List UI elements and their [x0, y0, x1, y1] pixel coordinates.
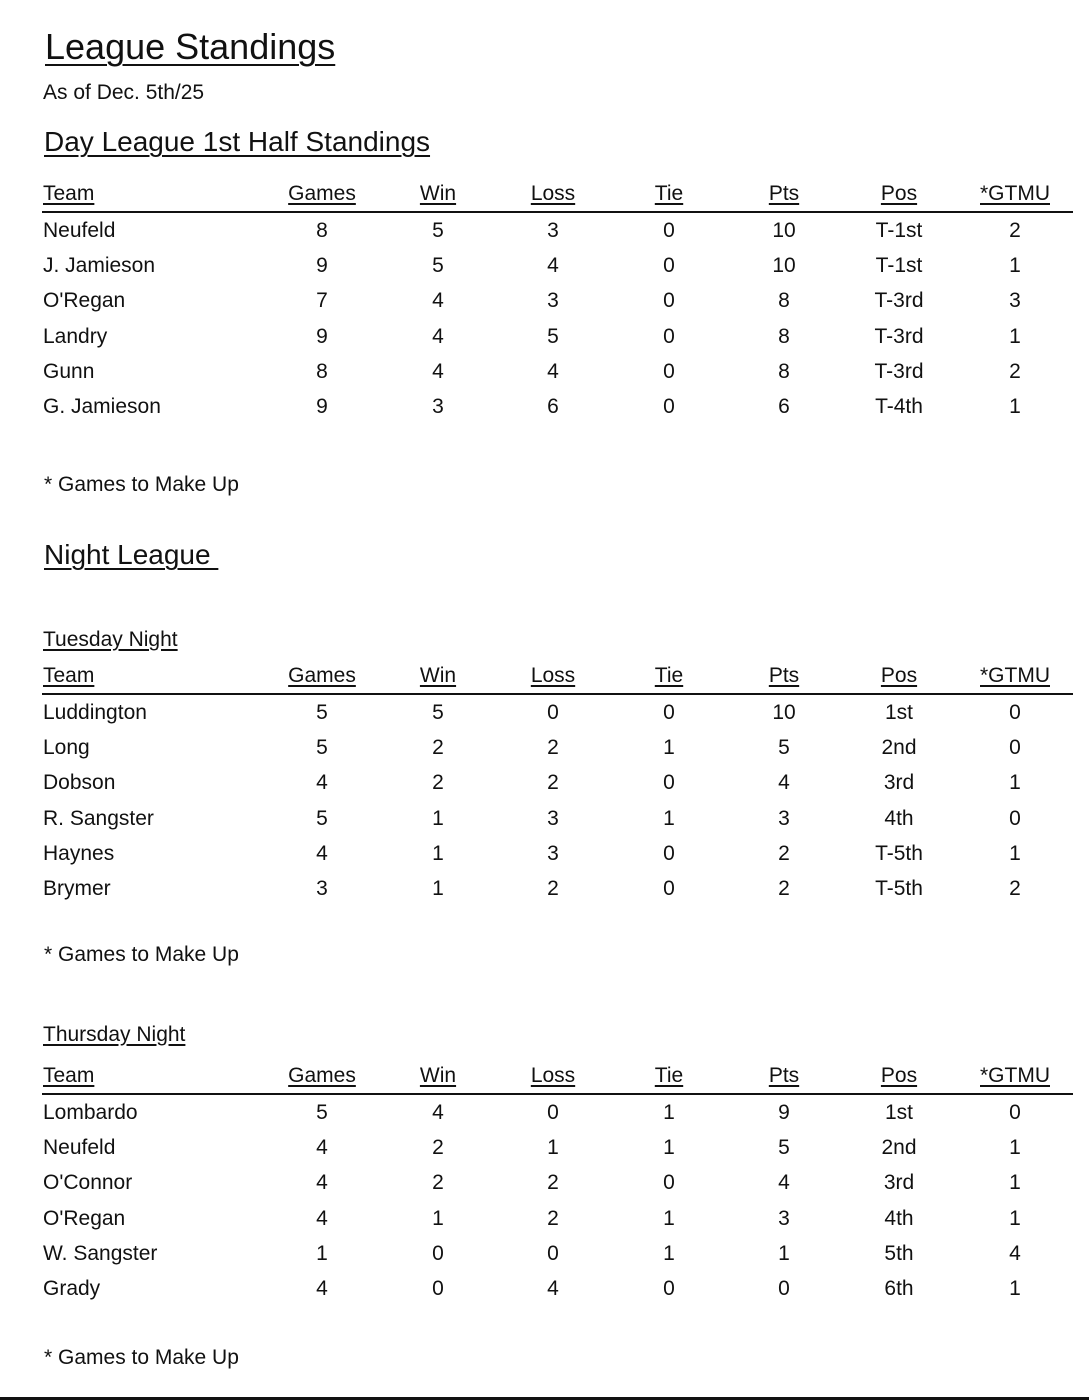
header-gtmu: *GTMU: [980, 1064, 1050, 1087]
cell-loss: 3: [547, 841, 559, 865]
header-games: Games: [288, 1064, 356, 1087]
cell-tie: 0: [663, 701, 675, 724]
cell-gtmu: 1: [1009, 841, 1021, 865]
cell-pos: 5th: [884, 1241, 914, 1265]
header-tie: Tie: [654, 182, 684, 205]
cell-pts: 8: [778, 324, 790, 348]
header-gtmu: *GTMU: [980, 182, 1050, 205]
cell-tie: 0: [663, 324, 675, 348]
cell-team: O'Connor: [43, 1171, 133, 1195]
table-row: [42, 354, 1073, 389]
cell-loss: 5: [547, 324, 559, 348]
cell-tie: 0: [663, 876, 675, 900]
night-league-title: Night League: [44, 539, 219, 570]
cell-games: 4: [316, 1206, 328, 1230]
cell-team: Neufeld: [43, 1136, 116, 1160]
cell-pts: 2: [778, 876, 790, 900]
table-row: [42, 389, 1073, 424]
cell-gtmu: 1: [1009, 394, 1021, 418]
cell-games: 8: [316, 359, 328, 383]
cell-gtmu: 4: [1009, 1241, 1021, 1265]
table-row: [42, 765, 1073, 800]
cell-tie: 1: [663, 1241, 675, 1265]
cell-team: W. Sangster: [43, 1241, 158, 1265]
cell-pts: 1: [778, 1241, 790, 1265]
cell-win: 3: [432, 394, 444, 418]
cell-gtmu: 1: [1009, 254, 1021, 278]
cell-games: 5: [316, 701, 328, 724]
cell-loss: 1: [547, 1136, 559, 1160]
header-games: Games: [288, 182, 356, 205]
cell-games: 5: [316, 806, 328, 830]
cell-tie: 0: [663, 1276, 675, 1300]
cell-pts: 0: [778, 1276, 790, 1300]
cell-tie: 1: [663, 806, 675, 830]
cell-win: 0: [432, 1241, 444, 1265]
header-pts: Pts: [768, 1064, 800, 1087]
cell-win: 1: [432, 841, 444, 865]
cell-pos: T-3rd: [874, 324, 924, 348]
page-title: League Standings: [45, 26, 336, 67]
header-pos: Pos: [880, 1064, 918, 1087]
table-row: [42, 1201, 1073, 1236]
tuesday-night-footnote: * Games to Make Up: [44, 943, 239, 966]
table-row: [42, 248, 1073, 283]
header-win: Win: [419, 182, 457, 205]
table-row: [42, 213, 1073, 248]
cell-gtmu: 0: [1009, 736, 1021, 760]
cell-pos: 2nd: [881, 736, 917, 760]
cell-gtmu: 2: [1009, 359, 1021, 383]
day-league-footnote: * Games to Make Up: [44, 473, 239, 496]
header-tie: Tie: [654, 664, 684, 687]
table-row: [42, 730, 1073, 765]
tuesday-night-table: [42, 661, 1073, 906]
cell-loss: 0: [547, 1101, 559, 1124]
cell-pts: 9: [778, 1101, 790, 1124]
table-row: [42, 1130, 1073, 1165]
cell-tie: 0: [663, 359, 675, 383]
cell-win: 1: [432, 1206, 444, 1230]
cell-tie: 0: [663, 771, 675, 795]
cell-pos: 4th: [884, 1206, 914, 1230]
cell-team: G. Jamieson: [43, 394, 161, 418]
table-row: [42, 801, 1073, 836]
table-row: [42, 836, 1073, 871]
table-row: [42, 319, 1073, 354]
cell-tie: 0: [663, 841, 675, 865]
cell-win: 1: [432, 876, 444, 900]
cell-gtmu: 1: [1009, 1276, 1021, 1300]
cell-tie: 0: [663, 1171, 675, 1195]
cell-pos: T-3rd: [874, 289, 924, 313]
cell-team: Landry: [43, 324, 108, 348]
header-gtmu: *GTMU: [980, 664, 1050, 687]
cell-games: 9: [316, 394, 328, 418]
cell-win: 4: [432, 324, 444, 348]
cell-tie: 1: [663, 1206, 675, 1230]
table-row: [42, 1236, 1073, 1271]
cell-loss: 6: [547, 394, 559, 418]
header-pos: Pos: [880, 182, 918, 205]
cell-team: Lombardo: [43, 1101, 138, 1124]
cell-games: 9: [316, 324, 328, 348]
cell-loss: 2: [547, 1171, 559, 1195]
cell-loss: 4: [547, 359, 559, 383]
header-win: Win: [419, 1064, 457, 1087]
header-loss: Loss: [530, 664, 576, 687]
cell-loss: 2: [547, 1206, 559, 1230]
cell-pts: 3: [778, 806, 790, 830]
cell-gtmu: 1: [1009, 324, 1021, 348]
day-league-table: [42, 179, 1073, 424]
cell-gtmu: 1: [1009, 1171, 1021, 1195]
header-games: Games: [288, 664, 356, 687]
cell-win: 1: [432, 806, 444, 830]
cell-games: 4: [316, 1171, 328, 1195]
cell-gtmu: 0: [1009, 1101, 1021, 1124]
cell-pos: T-1st: [875, 254, 923, 278]
cell-team: R. Sangster: [43, 806, 154, 830]
table-row: [42, 695, 1073, 730]
cell-pos: 6th: [884, 1276, 914, 1300]
day-league-title: Day League 1st Half Standings: [44, 126, 431, 157]
cell-team: Grady: [43, 1276, 101, 1300]
header-pts: Pts: [768, 182, 800, 205]
cell-team: Neufeld: [43, 219, 116, 242]
table-row: [42, 283, 1073, 318]
table-header: [42, 179, 1073, 213]
cell-win: 5: [432, 219, 444, 242]
cell-pts: 4: [778, 1171, 790, 1195]
header-loss: Loss: [530, 1064, 576, 1087]
cell-team: Gunn: [43, 359, 95, 383]
table-row: [42, 1095, 1073, 1130]
cell-team: Long: [43, 736, 90, 760]
cell-pts: 4: [778, 771, 790, 795]
thursday-night-footnote: * Games to Make Up: [44, 1346, 239, 1369]
cell-pts: 2: [778, 841, 790, 865]
table-header: [42, 661, 1073, 695]
cell-loss: 3: [547, 806, 559, 830]
cell-win: 2: [432, 1136, 444, 1160]
cell-pts: 8: [778, 289, 790, 313]
cell-win: 4: [432, 1101, 444, 1124]
cell-gtmu: 2: [1009, 876, 1021, 900]
cell-team: O'Regan: [43, 1206, 126, 1230]
header-pts: Pts: [768, 664, 800, 687]
cell-loss: 3: [547, 219, 559, 242]
cell-pts: 6: [778, 394, 790, 418]
cell-loss: 0: [547, 701, 559, 724]
cell-win: 0: [432, 1276, 444, 1300]
cell-tie: 0: [663, 219, 675, 242]
cell-tie: 1: [663, 736, 675, 760]
cell-gtmu: 1: [1009, 1206, 1021, 1230]
cell-team: Luddington: [43, 701, 147, 724]
cell-games: 5: [316, 736, 328, 760]
cell-team: Haynes: [43, 841, 115, 865]
header-loss: Loss: [530, 182, 576, 205]
cell-gtmu: 1: [1009, 771, 1021, 795]
thursday-night-table: [42, 1061, 1073, 1306]
cell-pts: 5: [778, 1136, 790, 1160]
cell-tie: 0: [663, 394, 675, 418]
cell-tie: 0: [663, 289, 675, 313]
header-tie: Tie: [654, 1064, 684, 1087]
cell-pos: T-5th: [875, 876, 923, 900]
cell-pts: 5: [778, 736, 790, 760]
cell-tie: 1: [663, 1136, 675, 1160]
cell-team: J. Jamieson: [43, 254, 156, 278]
cell-pos: 2nd: [881, 1136, 917, 1160]
cell-pos: T-3rd: [874, 359, 924, 383]
table-row: [42, 871, 1073, 906]
cell-loss: 3: [547, 289, 559, 313]
cell-pts: 3: [778, 1206, 790, 1230]
cell-games: 9: [316, 254, 328, 278]
cell-pts: 10: [772, 219, 796, 242]
cell-pos: T-5th: [875, 841, 923, 865]
cell-pos: 1st: [884, 1101, 913, 1124]
cell-games: 4: [316, 1276, 328, 1300]
cell-pts: 10: [772, 254, 796, 278]
cell-gtmu: 0: [1009, 701, 1021, 724]
cell-pts: 8: [778, 359, 790, 383]
tuesday-night-title: Tuesday Night: [43, 628, 178, 651]
cell-pos: T-4th: [875, 394, 923, 418]
cell-win: 5: [432, 254, 444, 278]
cell-pos: 1st: [884, 701, 913, 724]
cell-games: 4: [316, 771, 328, 795]
cell-pos: 4th: [884, 806, 914, 830]
cell-gtmu: 3: [1009, 289, 1021, 313]
header-team: Team: [43, 1064, 95, 1087]
header-team: Team: [43, 664, 95, 687]
cell-win: 5: [432, 701, 444, 724]
cell-gtmu: 1: [1009, 1136, 1021, 1160]
cell-games: 1: [316, 1241, 328, 1265]
cell-games: 5: [316, 1101, 328, 1124]
cell-win: 4: [432, 289, 444, 313]
cell-loss: 2: [547, 771, 559, 795]
table-header: [42, 1061, 1073, 1095]
cell-gtmu: 2: [1009, 219, 1021, 242]
header-pos: Pos: [880, 664, 918, 687]
cell-win: 2: [432, 1171, 444, 1195]
table-row: [42, 1271, 1073, 1306]
as-of-date: As of Dec. 5th/25: [43, 81, 205, 104]
cell-games: 4: [316, 841, 328, 865]
cell-loss: 4: [547, 254, 559, 278]
cell-games: 4: [316, 1136, 328, 1160]
header-team: Team: [43, 182, 95, 205]
cell-games: 7: [316, 289, 328, 313]
cell-pos: T-1st: [875, 219, 923, 242]
cell-gtmu: 0: [1009, 806, 1021, 830]
cell-win: 2: [432, 736, 444, 760]
cell-games: 8: [316, 219, 328, 242]
header-win: Win: [419, 664, 457, 687]
cell-loss: 4: [547, 1276, 559, 1300]
cell-loss: 2: [547, 736, 559, 760]
thursday-night-title: Thursday Night: [43, 1023, 186, 1046]
cell-team: O'Regan: [43, 289, 126, 313]
cell-loss: 0: [547, 1241, 559, 1265]
cell-win: 4: [432, 359, 444, 383]
cell-pts: 10: [772, 701, 796, 724]
cell-win: 2: [432, 771, 444, 795]
cell-pos: 3rd: [883, 1171, 915, 1195]
cell-tie: 1: [663, 1101, 675, 1124]
cell-team: Dobson: [43, 771, 116, 795]
cell-pos: 3rd: [883, 771, 915, 795]
table-row: [42, 1165, 1073, 1200]
cell-tie: 0: [663, 254, 675, 278]
cell-games: 3: [316, 876, 328, 900]
cell-loss: 2: [547, 876, 559, 900]
cell-team: Brymer: [43, 876, 111, 900]
